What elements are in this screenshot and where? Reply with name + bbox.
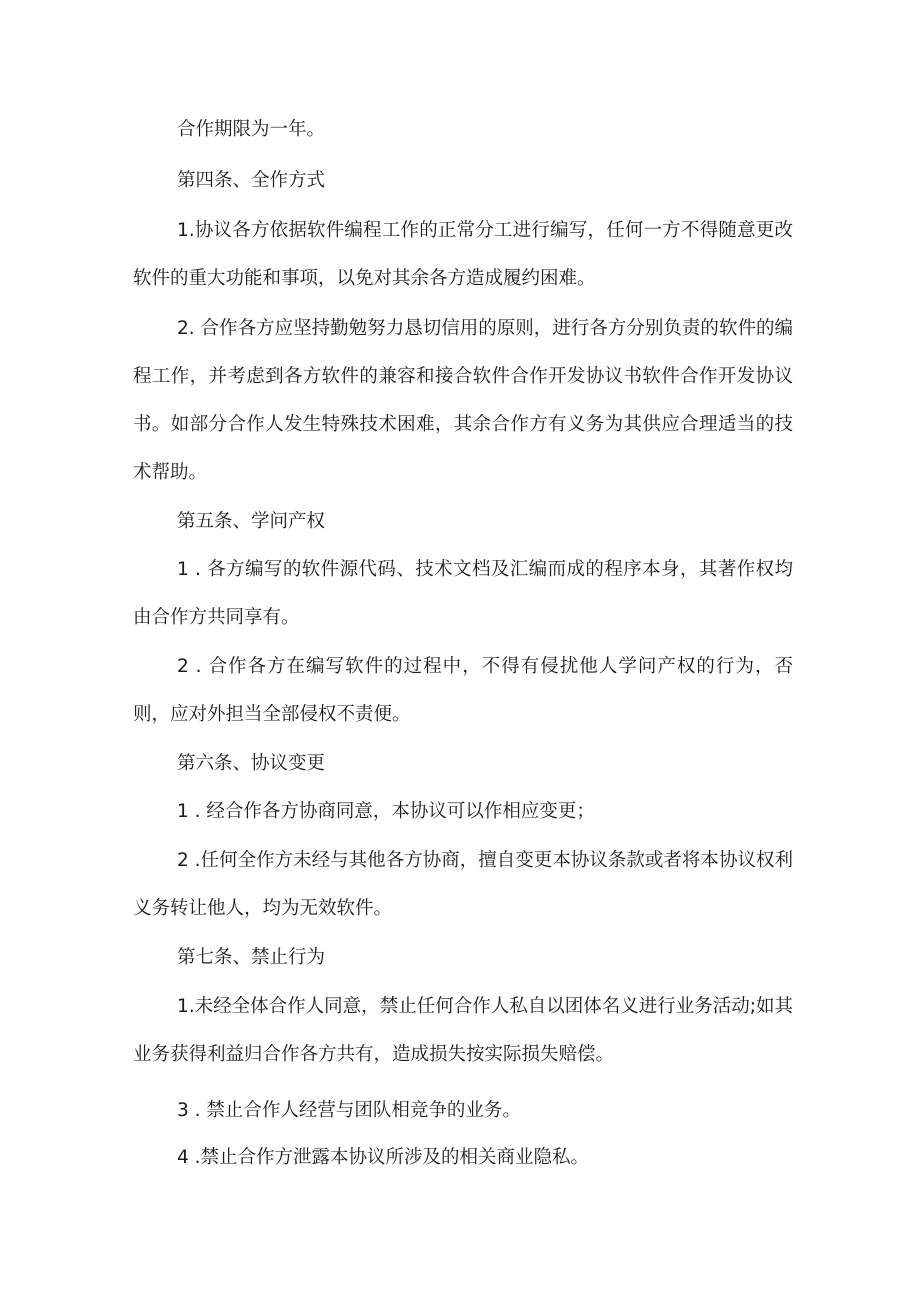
heading-article-7: 第七条、禁止行为 bbox=[177, 947, 326, 968]
heading-article-6: 第六条、协议变更 bbox=[177, 753, 326, 774]
paragraph-article-7-item-4: 4 .禁止合作方泄露本协议所涉及的相关商业隐私。 bbox=[177, 1147, 590, 1168]
paragraph-term-duration: 合作期限为一年。 bbox=[177, 119, 326, 140]
paragraph-article-7-item-3: 3 . 禁止合作人经营与团队相竞争的业务。 bbox=[177, 1100, 521, 1121]
heading-article-4: 第四条、全作方式 bbox=[177, 170, 326, 191]
paragraph-article-4-item-2: 2. 合作各方应坚持勤勉努力恳切信用的原则，进行各方分别负责的软件的编程工作，并考虑到各方软件的兼容和接合软件合作开发协议书软件合作开发协议书。如部分合作人发生特殊技术困难，其余合作方有义务为其供应合理适当的技术帮助。 bbox=[133, 318, 793, 483]
paragraph-article-4-item-1: 1.协议各方依据软件编程工作的正常分工进行编写，任何一方不得随意更改软件的重大功能和事项，以免对其余各方造成履约困难。 bbox=[133, 220, 793, 289]
paragraph-article-6-item-2: 2 .任何全作方未经与其他各方协商，擅自变更本协议条款或者将本协议权利义务转让他人，均为无效软件。 bbox=[133, 850, 793, 919]
heading-article-5: 第五条、学问产权 bbox=[177, 511, 326, 532]
paragraph-article-6-item-1: 1 . 经合作各方协商同意，本协议可以作相应变更； bbox=[177, 801, 595, 822]
paragraph-article-7-item-1: 1.未经全体合作人同意，禁止任何合作人私自以团体名义进行业务活动;如其业务获得利益归合作各方共有，造成损失按实际损失赔偿。 bbox=[133, 996, 793, 1065]
paragraph-article-5-item-1: 1 . 各方编写的软件源代码、技术文档及汇编而成的程序本身，其著作权均由合作方共同享有。 bbox=[133, 559, 793, 628]
paragraph-article-5-item-2: 2 . 合作各方在编写软件的过程中，不得有侵扰他人学问产权的行为，否则，应对外担当全部侵权不责便。 bbox=[133, 656, 793, 725]
